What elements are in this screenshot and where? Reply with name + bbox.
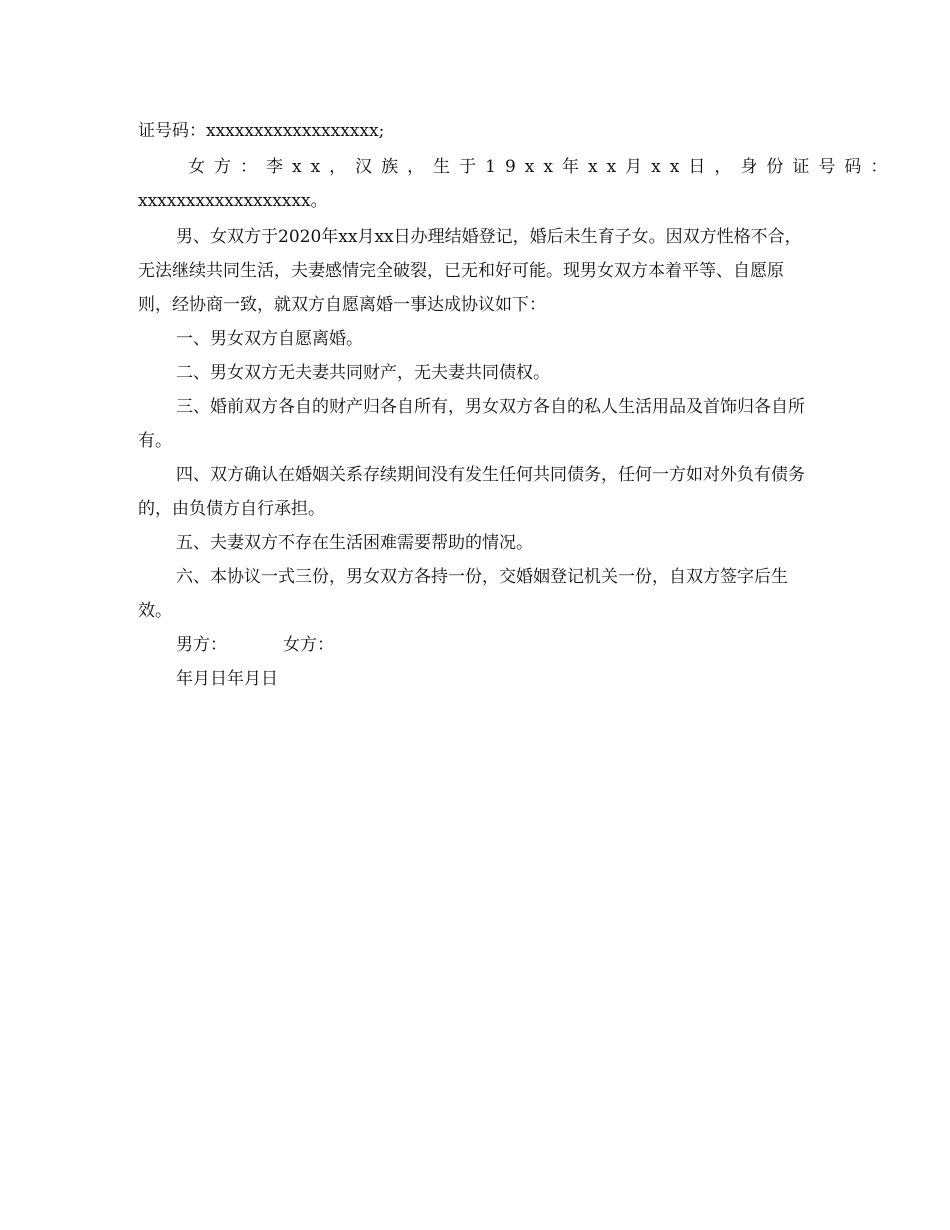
clause-1: 一、男女双方自愿离婚。 (176, 329, 363, 349)
clause-6: 六、本协议一式三份，男女双方各持一份，交婚姻登记机关一份，自双方签字后生效。 (138, 567, 788, 621)
signature-female-label: 女方： (283, 635, 334, 655)
id-number-line: 证号码：xxxxxxxxxxxxxxxxxx; (138, 121, 385, 141)
clause-4: 四、双方确认在婚姻关系存续期间没有发生任何共同债务，任何一方如对外负有债务的，由负债方自行承担。 (138, 465, 805, 519)
female-party-text: 女方：李xx，汉族，生于19xx年xx月xx日，身份证号码： (188, 157, 897, 177)
female-party-line (138, 152, 897, 182)
clause-5: 五、夫妻双方不存在生活困难需要帮助的情况。 (176, 533, 533, 553)
date-line: 年月日年月日 (176, 669, 278, 689)
clause-3: 三、婚前双方各自的财产归各自所有，男女双方各自的私人生活用品及首饰归各自所有。 (138, 397, 805, 451)
signature-gap (227, 628, 283, 662)
female-id-line: xxxxxxxxxxxxxxxxxx。 (138, 191, 328, 211)
document-page (138, 116, 897, 696)
signature-male-label: 男方： (176, 635, 227, 655)
intro-paragraph: 男、女双方于2020年xx月xx日办理结婚登记，婚后未生育子女。因双方性格不合，无法继续共同生活，夫妻感情完全破裂，已无和好可能。现男女双方本着平等、自愿原则，经协商一致，就双方自愿离婚一事达成协议如下： (138, 227, 802, 315)
signature-line (138, 628, 812, 662)
clause-2: 二、男女双方无夫妻共同财产，无夫妻共同债权。 (176, 363, 550, 383)
